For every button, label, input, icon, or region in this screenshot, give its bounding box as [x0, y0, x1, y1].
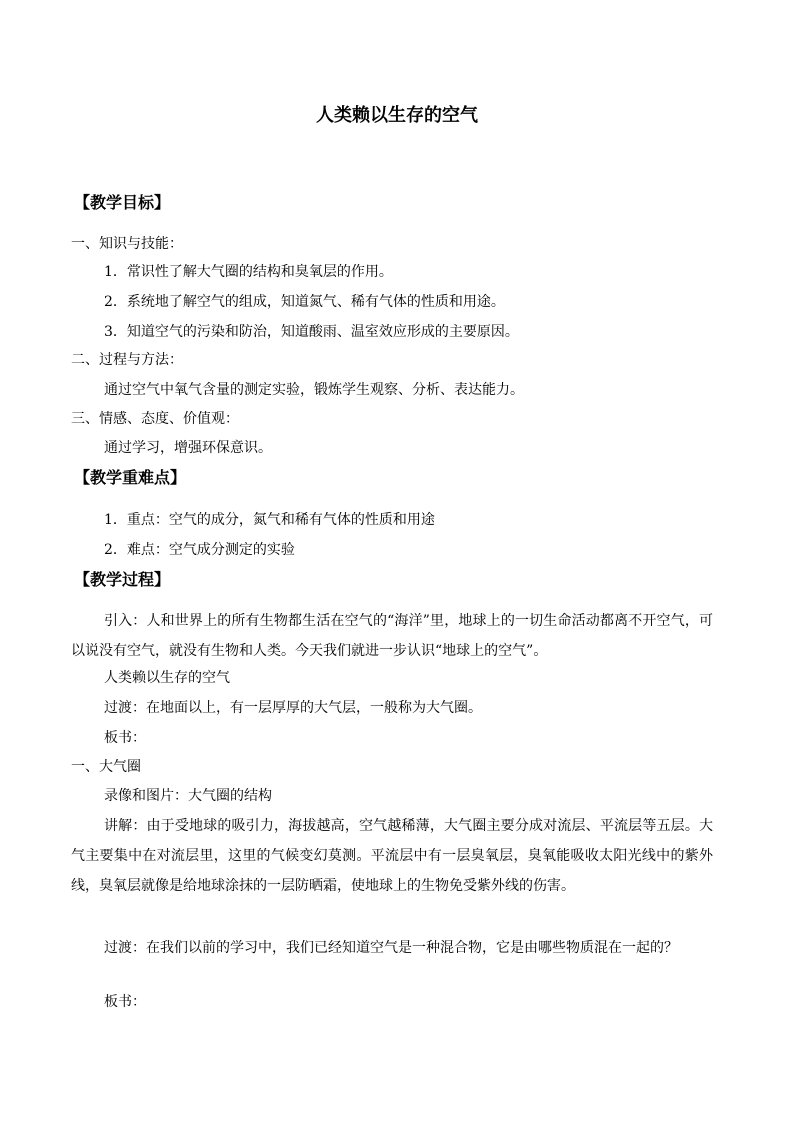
- transition-paragraph: 过渡：在我们以前的学习中，我们已经知道空气是一种混合物，它是由哪些物质混在一起的？: [104, 940, 678, 956]
- key-point-item: 1．重点：空气的成分，氮气和稀有气体的性质和用途: [104, 512, 435, 528]
- objective-section-label: 一、知识与技能：: [71, 236, 183, 252]
- key-points-heading: 【教学重难点】: [74, 468, 187, 487]
- objective-item: 1．常识性了解大气圈的结构和臭氧层的作用。: [104, 264, 393, 280]
- topic-line: 人类赖以生存的空气: [104, 670, 230, 686]
- board-line: 板书：: [104, 994, 146, 1010]
- objective-item: 通过空气中氧气含量的测定实验，锻炼学生观察、分析、表达能力。: [104, 382, 524, 398]
- objective-item: 3．知道空气的污染和防治，知道酸雨、温室效应形成的主要原因。: [104, 324, 519, 340]
- objectives-heading: 【教学目标】: [74, 193, 171, 212]
- section-heading-atmosphere: 一、大气圈: [71, 759, 141, 775]
- video-line: 录像和图片：大气圈的结构: [104, 788, 272, 804]
- objective-section-label: 二、过程与方法：: [71, 352, 183, 368]
- key-point-item: 2．难点：空气成分测定的实验: [104, 542, 295, 558]
- board-line: 板书：: [104, 730, 146, 746]
- process-heading: 【教学过程】: [74, 570, 171, 589]
- objective-item: 2．系统地了解空气的组成，知道氮气、稀有气体的性质和用途。: [104, 294, 505, 310]
- objective-section-label: 三、情感、态度、价值观：: [71, 411, 239, 427]
- document-title: 人类赖以生存的空气: [316, 105, 478, 126]
- intro-paragraph: 引入：人和世界上的所有生物都生活在空气的“海洋”里，地球上的一切生命活动都离不开空气，可以说没有空气，就没有生物和人类。今天我们就进一步认识“地球上的空气”。: [71, 613, 713, 659]
- transition-line: 过渡：在地面以上，有一层厚厚的大气层，一般称为大气圈。: [104, 700, 482, 716]
- explain-paragraph: 讲解：由于受地球的吸引力，海拔越高，空气越稀薄，大气圈主要分成对流层、平流层等五层。大气主要集中在对流层里，这里的气候变幻莫测。平流层中有一层臭氧层，臭氧能吸收太阳光线中的紫外线，臭氧层就像是给地球涂抹的一层防晒霜，使地球上的生物免受紫外线的伤害。: [71, 818, 713, 894]
- objective-item: 通过学习，增强环保意识。: [104, 440, 272, 456]
